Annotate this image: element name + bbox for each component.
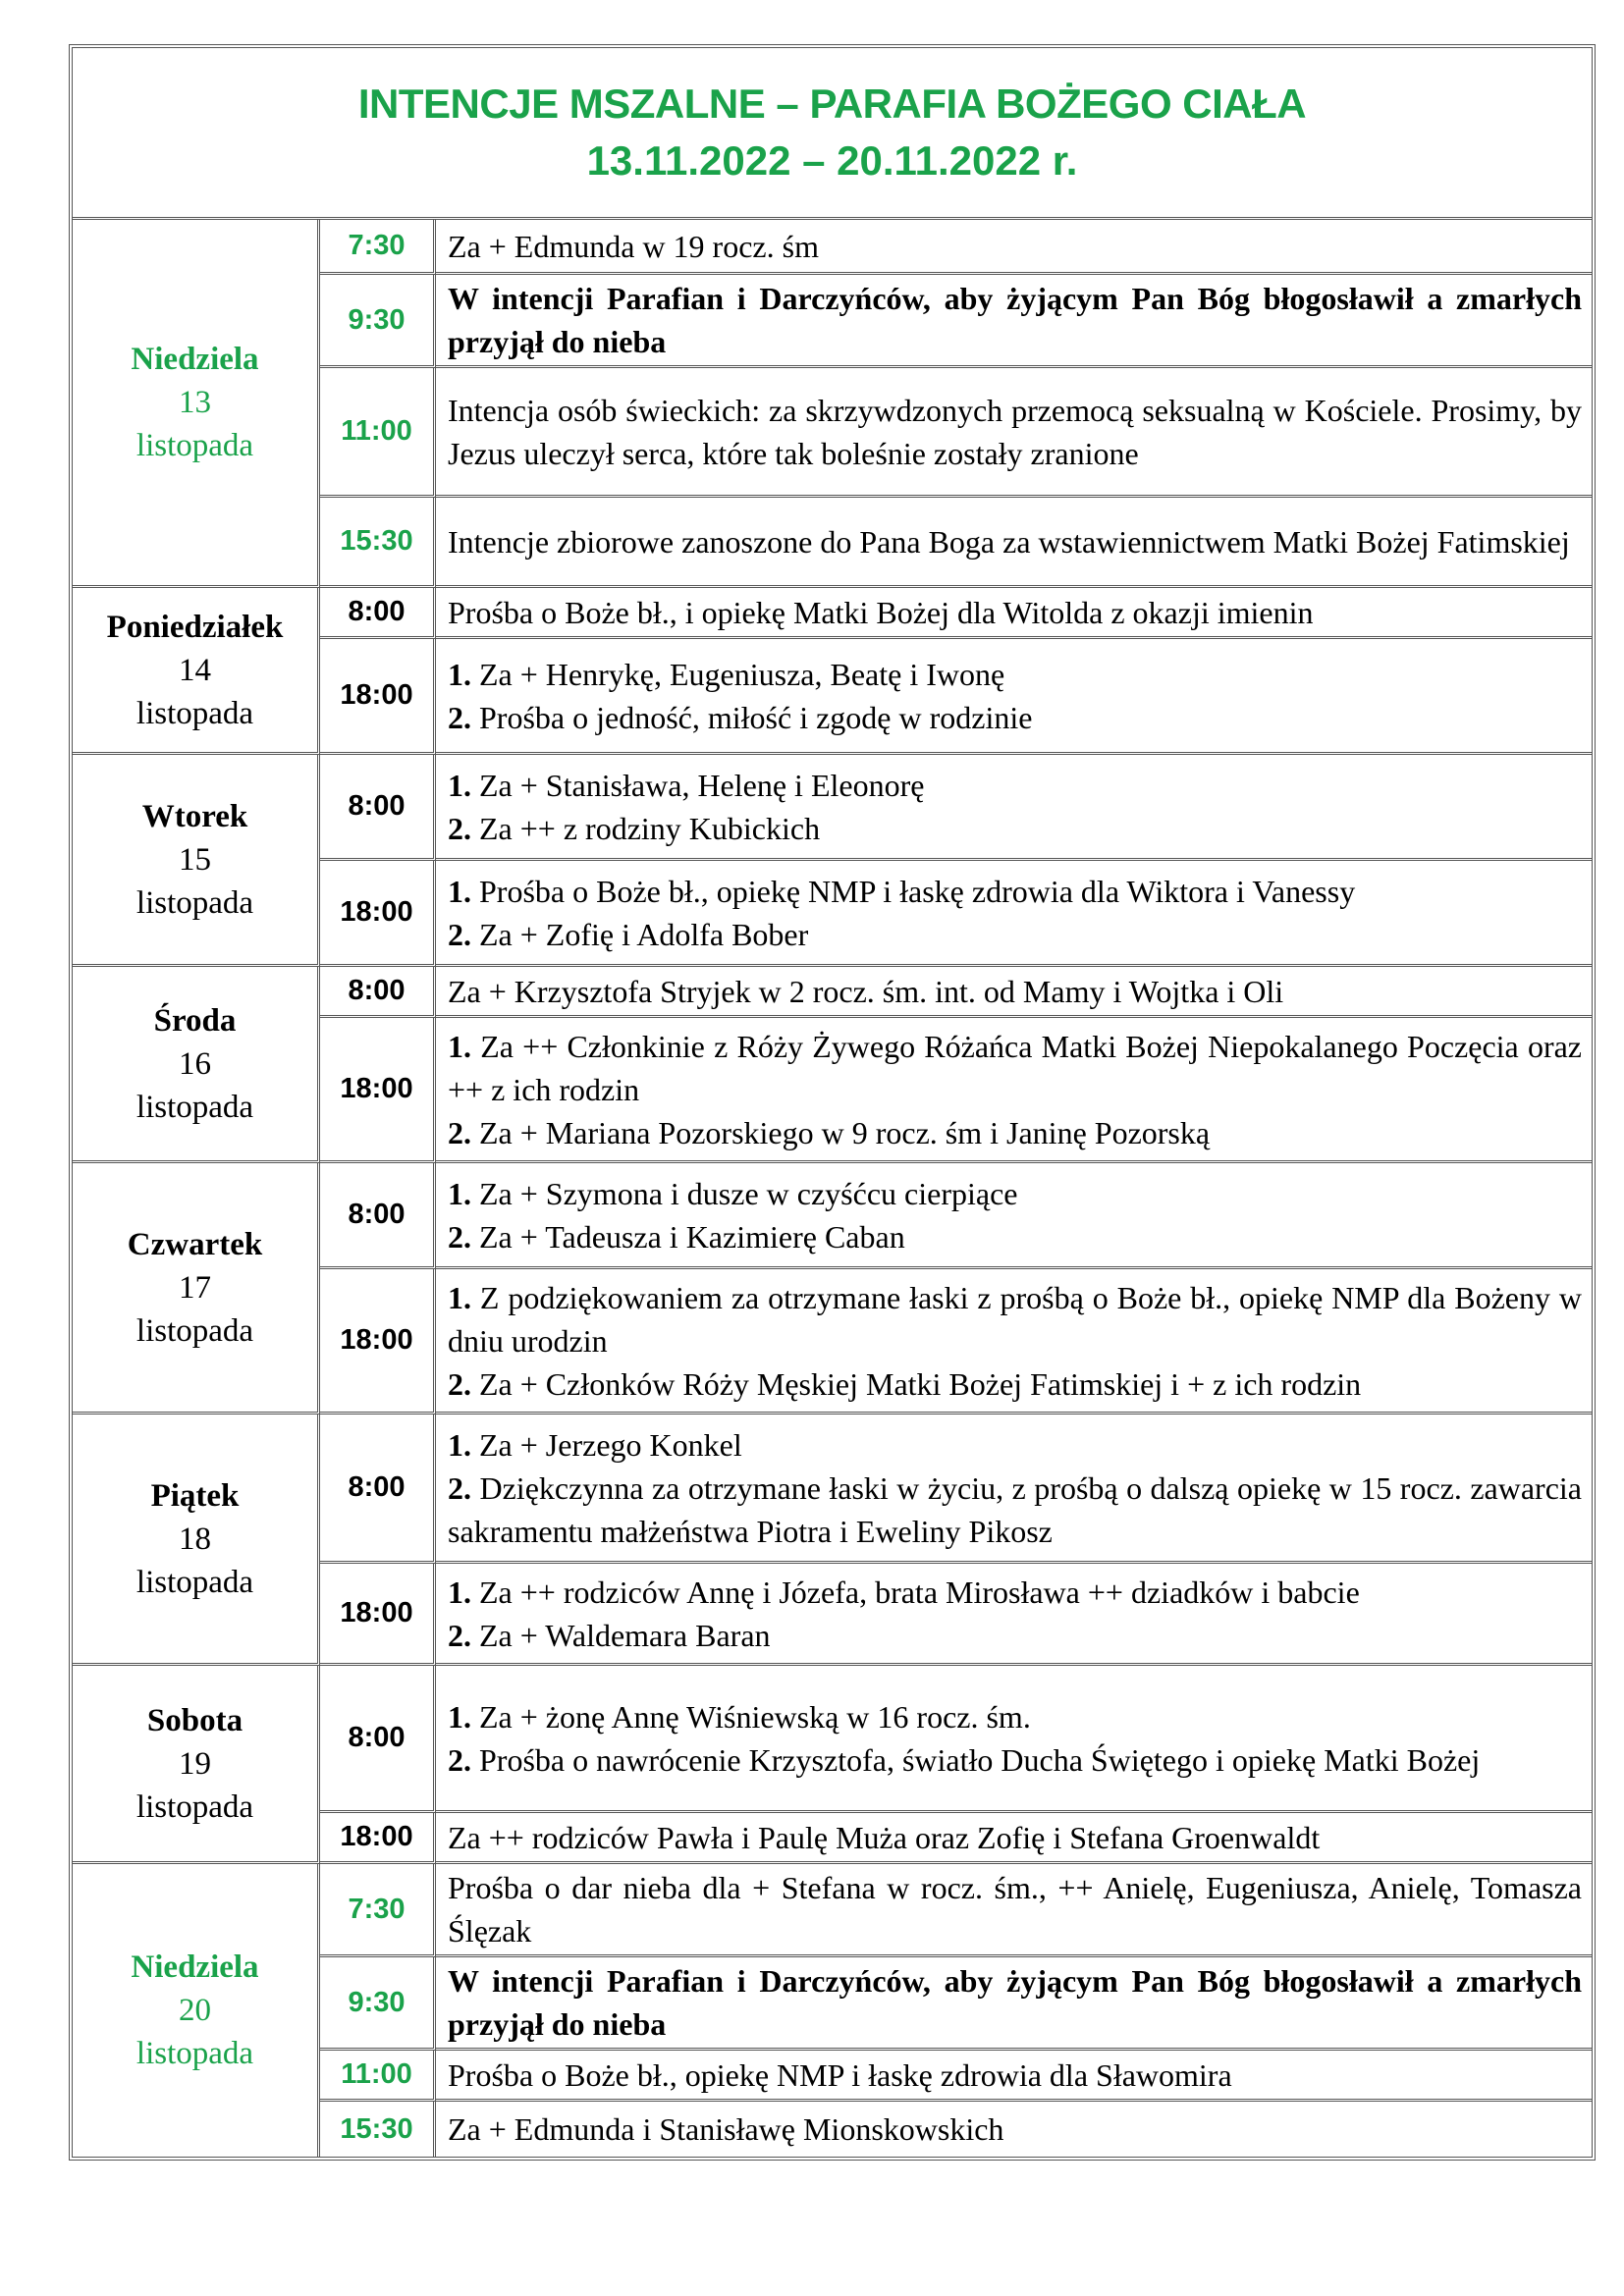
intention-text: Intencja osób świeckich: za skrzywdzonych przemocą seksualną w Kościele. Prosimy, by Jezus uleczył serca, które tak boleśnie zostały zranione — [448, 392, 1582, 471]
intention-text: Za + Mariana Pozorskiego w 9 rocz. śm i Janinę Pozorską — [479, 1114, 1211, 1150]
intention-entry — [448, 389, 1582, 475]
intention-text: Prośba o Boże bł., i opiekę Matki Bożej dla Witolda z okazji imienin — [448, 594, 1314, 630]
intention-entry — [448, 1695, 1582, 1738]
intention-text: Za + Jerzego Konkel — [479, 1426, 742, 1463]
mass-intention — [436, 1813, 1592, 1864]
day-name: Wtorek — [141, 798, 248, 834]
intention-text: Za + Waldemara Baran — [479, 1617, 771, 1653]
mass-intention — [436, 588, 1592, 639]
mass-row — [73, 1415, 1592, 1564]
day-cell — [73, 1163, 320, 1415]
day-name: Niedziela — [131, 342, 259, 377]
intention-entry — [448, 913, 1582, 956]
mass-intention — [436, 1957, 1592, 2051]
intention-text: Za + Członków Róży Męskiej Matki Bożej Fatimskiej i + z ich rodzin — [479, 1365, 1362, 1402]
intention-number: 1. — [448, 1698, 471, 1735]
intention-text: Za + Stanisława, Helenę i Eleonorę — [479, 767, 925, 803]
intention-number: 2. — [448, 699, 471, 735]
mass-intentions-sheet — [69, 44, 1596, 2161]
mass-time: 7:30 — [320, 1864, 436, 1957]
mass-time: 7:30 — [320, 220, 436, 275]
mass-intention — [436, 1269, 1592, 1415]
day-name: Piątek — [150, 1477, 240, 1514]
mass-intention — [436, 639, 1592, 755]
mass-intention — [436, 1666, 1592, 1813]
mass-intention — [436, 1018, 1592, 1163]
mass-row — [73, 1864, 1592, 1957]
mass-time: 18:00 — [320, 1813, 436, 1864]
intention-number: 2. — [448, 810, 471, 846]
day-name: Niedziela — [131, 1949, 259, 1985]
mass-intention — [436, 1864, 1592, 1957]
day-month: listopada — [135, 1089, 254, 1125]
intention-entry — [448, 1959, 1582, 2046]
day-month: listopada — [135, 1789, 254, 1825]
day-number: 15 — [179, 841, 211, 878]
intention-text: Prośba o jedność, miłość i zgodę w rodzinie — [479, 699, 1033, 735]
intention-number: 2. — [448, 1218, 471, 1255]
mass-intention — [436, 967, 1592, 1018]
mass-time: 18:00 — [320, 1564, 436, 1666]
day-month: listopada — [135, 695, 254, 731]
mass-time: 8:00 — [320, 588, 436, 639]
day-month: listopada — [135, 1564, 254, 1600]
intention-text: Za ++ z rodziny Kubickich — [479, 810, 821, 846]
intention-text: Prośba o Boże bł., opiekę NMP i łaskę zdrowia dla Wiktora i Vanessy — [479, 873, 1356, 909]
schedule-table — [73, 220, 1592, 2157]
mass-intention — [436, 861, 1592, 967]
intention-number: 1. — [448, 656, 471, 692]
mass-time: 18:00 — [320, 1269, 436, 1415]
intention-number: 1. — [448, 1426, 471, 1463]
intention-text: Za + Edmunda w 19 rocz. śm — [448, 228, 819, 264]
intention-entry — [448, 1571, 1582, 1614]
intention-entry — [448, 1111, 1582, 1154]
intention-entry — [448, 696, 1582, 739]
intention-entry — [448, 1215, 1582, 1258]
intention-entry — [448, 2054, 1582, 2097]
intention-entry — [448, 1276, 1582, 1362]
intention-text: Z podziękowaniem za otrzymane łaski z prośbą o Boże bł., opiekę NMP dla Bożeny w dniu urodzin — [448, 1279, 1583, 1359]
day-name: Poniedziałek — [106, 609, 284, 645]
mass-time: 8:00 — [320, 755, 436, 861]
mass-intention — [436, 1415, 1592, 1564]
day-month: listopada — [135, 1312, 254, 1349]
intention-entry — [448, 807, 1582, 850]
intention-text: Za + Henrykę, Eugeniusza, Beatę i Iwonę — [479, 656, 1005, 692]
intention-text: Intencje zbiorowe zanoszone do Pana Boga za wstawiennictwem Matki Bożej Fatimskiej — [448, 523, 1570, 560]
mass-time: 18:00 — [320, 1018, 436, 1163]
intention-text: Za + Zofię i Adolfa Bober — [479, 916, 809, 952]
day-name: Czwartek — [127, 1226, 263, 1262]
mass-time: 8:00 — [320, 1163, 436, 1269]
mass-time: 9:30 — [320, 275, 436, 368]
intention-entry — [448, 1866, 1582, 1952]
intention-text: Za + Krzysztofa Stryjek w 2 rocz. śm. int. od Mamy i Wojtka i Oli — [448, 973, 1284, 1009]
day-cell — [73, 1415, 320, 1666]
intention-entry — [448, 1738, 1582, 1782]
mass-time: 15:30 — [320, 498, 436, 588]
day-name: Sobota — [146, 1702, 244, 1738]
day-number: 14 — [179, 652, 211, 688]
mass-time: 11:00 — [320, 2051, 436, 2102]
schedule-body — [73, 220, 1592, 2157]
intention-number: 2. — [448, 1365, 471, 1402]
mass-row — [73, 1163, 1592, 1269]
mass-intention — [436, 1564, 1592, 1666]
intention-number: 1. — [448, 767, 471, 803]
intention-text: Dziękczynna za otrzymane łaski w życiu, z prośbą o dalszą opiekę w 15 rocz. zawarcia sakramentu małżeństwa Piotra i Eweliny Pikosz — [448, 1469, 1583, 1549]
intention-number: 1. — [448, 1574, 471, 1610]
intention-number: 1. — [448, 873, 471, 909]
mass-intention — [436, 2102, 1592, 2157]
mass-time: 18:00 — [320, 639, 436, 755]
intention-number: 2. — [448, 916, 471, 952]
mass-intention — [436, 498, 1592, 588]
mass-time: 8:00 — [320, 1666, 436, 1813]
day-cell — [73, 220, 320, 588]
day-number: 19 — [179, 1745, 211, 1782]
mass-row — [73, 967, 1592, 1018]
day-number: 18 — [179, 1521, 211, 1557]
mass-time: 8:00 — [320, 1415, 436, 1564]
intention-entry — [448, 1423, 1582, 1467]
document-header — [73, 48, 1592, 220]
intention-text: Prośba o dar nieba dla + Stefana w rocz. śm., ++ Anielę, Eugeniusza, Anielę, Tomasza Ślęzak — [448, 1870, 1582, 1949]
intention-text: Za + Szymona i dusze w czyśćcu cierpiące — [479, 1175, 1018, 1211]
day-cell — [73, 967, 320, 1163]
intention-text: Prośba o Boże bł., opiekę NMP i łaskę zdrowia dla Sławomira — [448, 2056, 1232, 2093]
intention-number: 2. — [448, 1617, 471, 1653]
day-cell — [73, 1666, 320, 1864]
intention-number: 1. — [448, 1175, 471, 1211]
intention-entry — [448, 225, 1582, 268]
intention-entry — [448, 2108, 1582, 2151]
intention-entry — [448, 591, 1582, 634]
mass-time: 15:30 — [320, 2102, 436, 2157]
intention-number: 1. — [448, 1279, 471, 1315]
day-cell — [73, 1864, 320, 2157]
intention-entry — [448, 653, 1582, 696]
mass-row — [73, 755, 1592, 861]
mass-intention — [436, 1163, 1592, 1269]
day-cell — [73, 588, 320, 755]
mass-intention — [436, 275, 1592, 368]
intention-text: Za ++ Członkinie z Róży Żywego Różańca Matki Bożej Niepokalanego Poczęcia oraz ++ z ich rodzin — [448, 1028, 1583, 1107]
mass-time: 11:00 — [320, 368, 436, 498]
day-number: 13 — [179, 385, 211, 420]
intention-text: W intencji Parafian i Darczyńców, aby żyjącym Pan Bóg błogosławił a zmarłych przyjął do nieba — [448, 1963, 1582, 2042]
intention-entry — [448, 970, 1582, 1013]
mass-time: 18:00 — [320, 861, 436, 967]
intention-text: Prośba o nawrócenie Krzysztofa, światło Ducha Świętego i opiekę Matki Bożej — [479, 1741, 1481, 1778]
day-month: listopada — [135, 884, 254, 921]
mass-time: 9:30 — [320, 1957, 436, 2051]
day-number: 16 — [179, 1045, 211, 1082]
mass-intention — [436, 368, 1592, 498]
intention-entry — [448, 1025, 1582, 1111]
mass-row — [73, 588, 1592, 639]
intention-text: W intencji Parafian i Darczyńców, aby żyjącym Pan Bóg błogosławił a zmarłych przyjął do nieba — [448, 281, 1582, 359]
intention-text: Za + żonę Annę Wiśniewską w 16 rocz. śm. — [479, 1698, 1031, 1735]
document-title: INTENCJE MSZALNE – PARAFIA BOŻEGO CIAŁA — [357, 80, 1307, 127]
mass-intention — [436, 755, 1592, 861]
intention-text: Za + Tadeusza i Kazimierę Caban — [479, 1218, 905, 1255]
intention-entry — [448, 870, 1582, 913]
intention-entry — [448, 764, 1582, 807]
mass-row — [73, 1666, 1592, 1813]
intention-entry — [448, 1467, 1582, 1553]
day-month: listopada — [135, 428, 254, 463]
intention-entry — [448, 277, 1582, 363]
intention-entry — [448, 1362, 1582, 1406]
day-number: 20 — [179, 1993, 211, 2028]
day-cell — [73, 755, 320, 967]
date-range: 13.11.2022 – 20.11.2022 r. — [586, 137, 1078, 184]
day-month: listopada — [135, 2036, 254, 2071]
intention-entry — [448, 1614, 1582, 1657]
intention-text: Za ++ rodziców Annę i Józefa, brata Mirosława ++ dziadków i babcie — [479, 1574, 1360, 1610]
mass-row — [73, 220, 1592, 275]
mass-intention — [436, 2051, 1592, 2102]
intention-entry — [448, 520, 1582, 563]
mass-intention — [436, 220, 1592, 275]
intention-text: Za + Edmunda i Stanisławę Mionskowskich — [448, 2111, 1004, 2147]
day-name: Środa — [153, 1002, 237, 1039]
intention-number: 2. — [448, 1741, 471, 1778]
intention-number: 2. — [448, 1469, 471, 1506]
intention-number: 1. — [448, 1028, 471, 1064]
intention-entry — [448, 1816, 1582, 1859]
mass-time: 8:00 — [320, 967, 436, 1018]
day-number: 17 — [179, 1269, 211, 1306]
intention-number: 2. — [448, 1114, 471, 1150]
intention-entry — [448, 1172, 1582, 1215]
intention-text: Za ++ rodziców Pawła i Paulę Muża oraz Zofię i Stefana Groenwaldt — [448, 1819, 1321, 1855]
